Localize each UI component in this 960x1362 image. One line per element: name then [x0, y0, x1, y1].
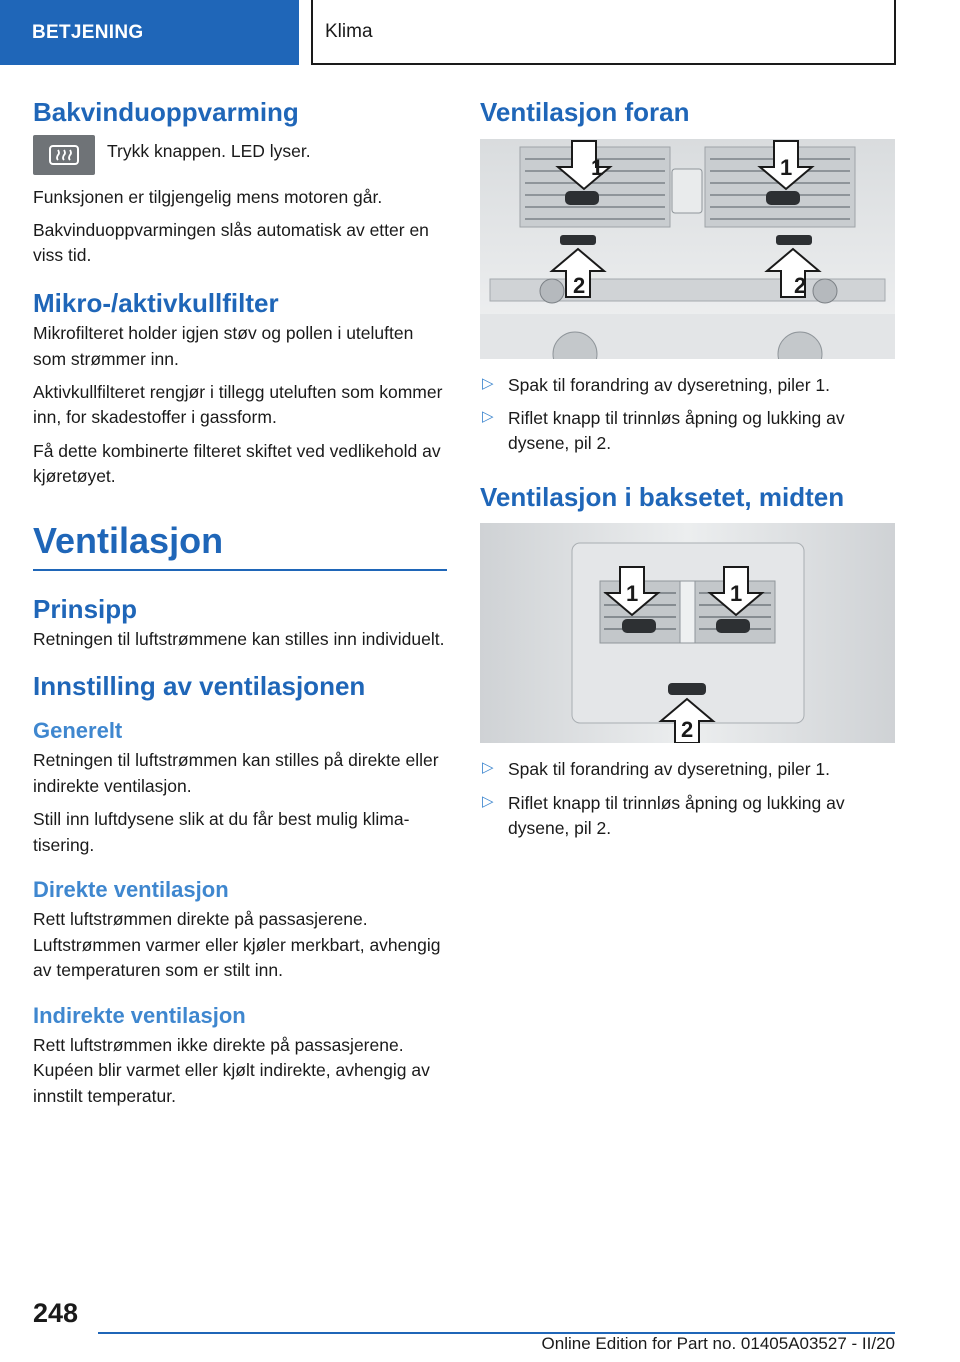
rear-bullet-text-2: Riflet knapp til trinnløs åpning og lukking av dysene, pil 2. — [508, 792, 845, 838]
direct-text: Rett luftstrømmen direkte på passasjerene. Luftstrømmen varmer eller kjøler merkbart, avhengig av temperaturen som er stilt inn. — [33, 909, 441, 981]
rear-ventilation-heading: Ventilasjon i baksetet, midten — [480, 481, 845, 512]
principle-heading: Prinsipp — [33, 593, 138, 624]
left-column — [33, 96, 447, 1117]
rear-defrost-button-icon — [33, 135, 95, 175]
page-number: 248 — [33, 1298, 79, 1328]
principle-text: Retningen til luftstrømmene kan stilles inn individuelt. — [33, 629, 445, 650]
ventilation-heading: Ventilasjon — [33, 520, 224, 562]
front-label-1b: 1 — [780, 154, 793, 180]
rear-defrost-text-2: Bakvinduoppvarmingen slås automatisk av etter en viss tid. — [33, 219, 429, 266]
chapter-tab — [311, 0, 896, 65]
section-label: BETJENING — [32, 21, 144, 43]
rear-label-1a: 1 — [626, 581, 639, 607]
list-item — [480, 406, 895, 457]
rear-defrost-text-1: Funksjonen er tilgjengelig mens motoren går. — [33, 186, 383, 207]
indirect-heading: Indirekte ventilasjon — [33, 1002, 246, 1028]
general-heading: Generelt — [33, 717, 123, 743]
filter-text-1: Mikrofilteret holder igjen støv og pollen i uteluften som strømmer inn. — [33, 323, 414, 369]
direct-heading: Direkte ventilasjon — [33, 876, 229, 902]
filter-heading: Mikro-/aktivkullfilter — [33, 287, 279, 318]
bullet-triangle-icon: ▷ — [482, 792, 494, 810]
list-item — [480, 791, 895, 842]
chapter-label: Klima — [325, 20, 373, 42]
rear-label-2: 2 — [681, 717, 694, 743]
ventilation-title-block — [33, 519, 447, 570]
front-bullet-text-1: Spak til forandring av dyseretning, piler 1. — [508, 374, 830, 395]
rear-defrost-heading: Bakvinduoppvarming — [33, 97, 299, 127]
rear-vents-image — [480, 523, 895, 743]
general-text-1: Retningen til luftstrømmen kan stilles på direkte eller indirekte ventilasjon. — [33, 750, 439, 796]
bullet-triangle-icon: ▷ — [482, 374, 494, 392]
list-item — [480, 757, 895, 782]
rear-defrost-button-row — [33, 135, 447, 175]
rear-bullet-text-1: Spak til forandring av dyseretning, piler 1. — [508, 759, 830, 780]
front-vents-image — [480, 139, 895, 359]
section-tab — [0, 0, 299, 65]
rear-label-1b: 1 — [730, 581, 743, 607]
rear-defrost-instruction: Trykk knappen. LED lyser. — [107, 140, 311, 161]
front-label-2b: 2 — [794, 272, 807, 298]
rear-bullet-list — [480, 757, 895, 841]
front-ventilation-heading: Ventilasjon foran — [480, 97, 690, 127]
front-label-1a: 1 — [591, 154, 604, 180]
right-column — [480, 96, 895, 865]
edition-text: Online Edition for Part no. 01405A03527 - II/20 — [541, 1334, 895, 1353]
filter-text-2: Aktivkullfilteret rengjør i tillegg uteluften som kommer inn, for skadestoffer i gassform. — [33, 381, 443, 428]
setting-heading: Innstilling av ventilasjonen — [33, 671, 366, 702]
front-label-2a: 2 — [573, 272, 586, 298]
filter-text-3: Få dette kombinerte filteret skiftet ved vedlikehold av kjøretøyet. — [33, 440, 441, 486]
bullet-triangle-icon: ▷ — [482, 407, 494, 425]
indirect-text: Rett luftstrømmen ikke direkte på passasjerene. Kupéen blir varmet eller kjølt indirekte, avhengig av innstilt temperatur. — [33, 1035, 430, 1106]
list-item — [480, 373, 895, 398]
front-bullet-list — [480, 373, 895, 457]
front-bullet-text-2: Riflet knapp til trinnløs åpning og lukking av dysene, pil 2. — [508, 407, 845, 454]
general-text-2: Still inn luftdysene slik at du får best mulig klimatisering. — [33, 809, 410, 855]
bullet-triangle-icon: ▷ — [482, 759, 494, 777]
